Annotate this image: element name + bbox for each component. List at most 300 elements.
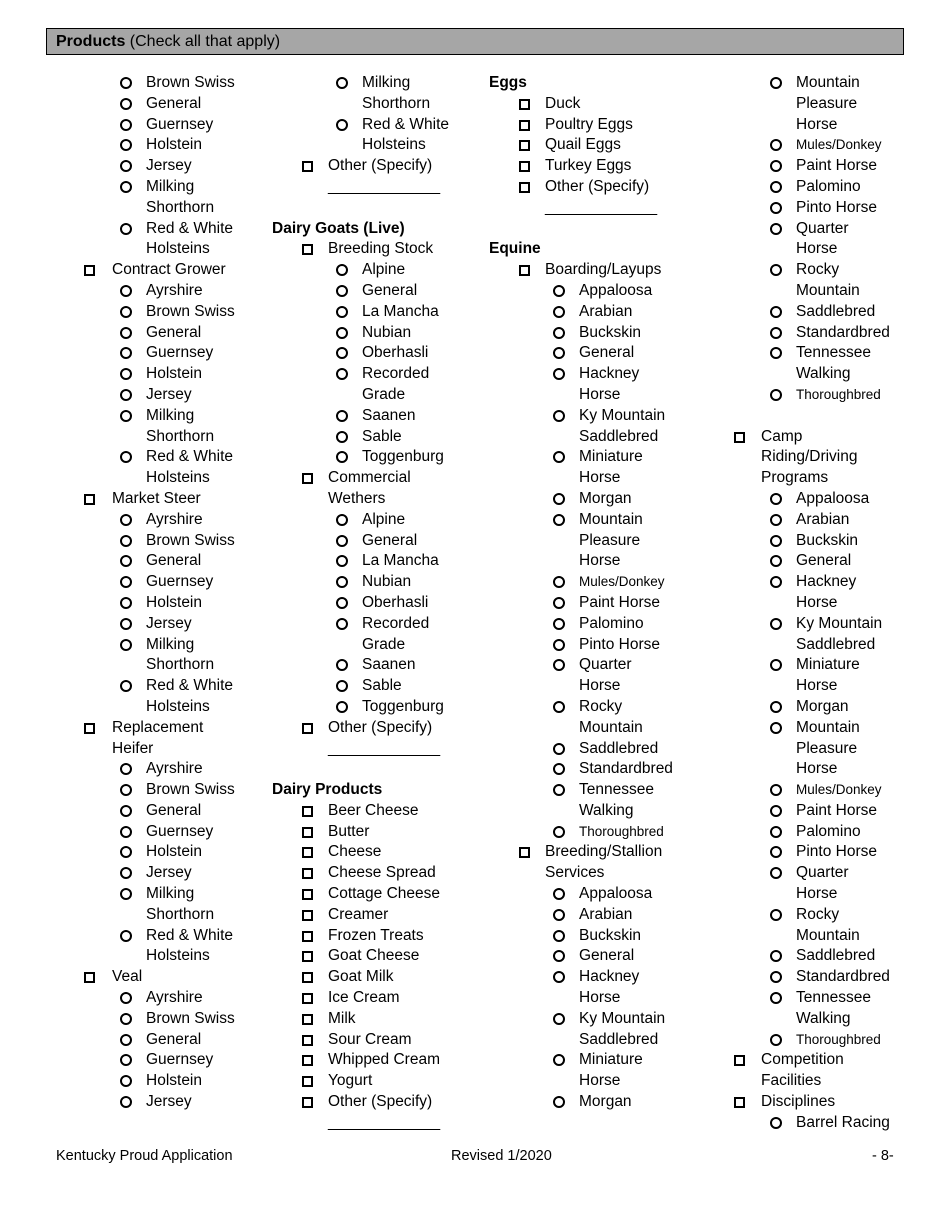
option-label: Ayrshire [146,760,203,778]
radio-circle-icon[interactable] [770,909,782,921]
radio-circle-icon[interactable] [336,680,348,692]
radio-circle-icon[interactable] [770,701,782,713]
checkbox-icon[interactable] [302,972,313,983]
checkbox-icon[interactable] [302,951,313,962]
radio-circle-icon[interactable] [120,867,132,879]
option-label: Thoroughbred [579,823,664,839]
radio-circle-icon[interactable] [336,597,348,609]
radio-circle-icon[interactable] [553,888,565,900]
radio-circle-icon[interactable] [120,784,132,796]
checkbox-icon[interactable] [302,161,313,172]
radio-circle-icon[interactable] [120,410,132,422]
option-label: General [579,344,635,362]
radio-circle-icon[interactable] [770,659,782,671]
option-label: Miniature [796,656,860,674]
option-label: Guernsey [146,822,214,840]
radio-circle-icon[interactable] [553,327,565,339]
radio-circle-icon[interactable] [120,77,132,89]
radio-circle-icon[interactable] [120,555,132,567]
column-4 [734,73,934,1134]
option-continuation [734,635,934,656]
checkbox-icon[interactable] [519,120,530,131]
checkbox-icon[interactable] [84,265,95,276]
radio-circle-icon[interactable] [120,639,132,651]
checkbox-option [272,718,482,739]
radio-option [734,385,934,406]
radio-option [734,780,934,801]
option-label: Ayrshire [146,989,203,1007]
radio-circle-icon[interactable] [770,784,782,796]
radio-circle-icon[interactable] [336,264,348,276]
radio-circle-icon[interactable] [553,1013,565,1025]
radio-circle-icon[interactable] [770,722,782,734]
checkbox-icon[interactable] [302,889,313,900]
checkbox-icon[interactable] [519,161,530,172]
radio-circle-icon[interactable] [770,160,782,172]
radio-circle-icon[interactable] [120,98,132,110]
radio-circle-icon[interactable] [120,618,132,630]
radio-circle-icon[interactable] [553,576,565,588]
radio-circle-icon[interactable] [336,306,348,318]
radio-option [489,593,719,614]
option-label: Jersey [146,157,192,175]
option-label: Paint Horse [579,593,660,611]
option-label: Jersey [146,614,192,632]
option-label: Holsteins [146,469,210,487]
radio-circle-icon[interactable] [336,347,348,359]
radio-circle-icon[interactable] [770,971,782,983]
radio-option [489,697,719,718]
option-label: Facilities [761,1072,822,1090]
radio-option [84,572,284,593]
radio-circle-icon[interactable] [120,826,132,838]
radio-option [734,801,934,822]
radio-circle-icon[interactable] [336,431,348,443]
radio-circle-icon[interactable] [120,368,132,380]
option-continuation [734,115,934,136]
checkbox-icon[interactable] [302,806,313,817]
option-label: Red & White [146,677,234,695]
radio-circle-icon[interactable] [120,451,132,463]
radio-circle-icon[interactable] [120,846,132,858]
option-label: Alpine [362,510,406,528]
radio-option [272,427,482,448]
radio-option [734,842,934,863]
radio-option [84,842,284,863]
option-label: Heifer [112,739,154,757]
radio-option [734,988,934,1009]
radio-circle-icon[interactable] [336,451,348,463]
option-label: Programs [761,469,829,487]
radio-option [272,364,482,385]
option-label: Beer Cheese [328,801,419,819]
category-heading: Eggs [489,74,527,91]
checkbox-option [734,1092,934,1113]
radio-option [489,572,719,593]
radio-option [734,967,934,988]
products-section-header [46,28,904,55]
radio-circle-icon[interactable] [770,535,782,547]
radio-circle-icon[interactable] [553,701,565,713]
checkbox-icon[interactable] [302,868,313,879]
option-label: Pinto Horse [796,843,877,861]
radio-circle-icon[interactable] [336,618,348,630]
radio-circle-icon[interactable] [120,1054,132,1066]
checkbox-icon[interactable] [519,140,530,151]
option-continuation [84,905,284,926]
checkbox-icon[interactable] [84,972,95,983]
checkbox-icon[interactable] [302,1076,313,1087]
radio-circle-icon[interactable] [553,1096,565,1108]
radio-option [84,926,284,947]
checkbox-icon[interactable] [302,1014,313,1025]
radio-circle-icon[interactable] [120,680,132,692]
radio-option [489,884,719,905]
radio-circle-icon[interactable] [120,514,132,526]
radio-circle-icon[interactable] [770,181,782,193]
radio-option [489,614,719,635]
radio-option [489,655,719,676]
radio-circle-icon[interactable] [553,347,565,359]
checkbox-icon[interactable] [302,473,313,484]
radio-circle-icon[interactable] [770,805,782,817]
option-label: Competition [761,1051,844,1069]
option-label: Brown Swiss [146,1009,235,1027]
option-label: Miniature [579,448,643,466]
option-continuation [734,94,934,115]
radio-circle-icon[interactable] [553,597,565,609]
radio-circle-icon[interactable] [120,576,132,588]
option-continuation [489,468,719,489]
option-label: Tennessee [579,781,654,799]
radio-circle-icon[interactable] [770,77,782,89]
option-label: Pinto Horse [796,198,877,216]
radio-option [734,655,934,676]
radio-circle-icon[interactable] [553,909,565,921]
checkbox-option [272,239,482,260]
option-label: Goat Milk [328,968,394,986]
radio-option [84,323,284,344]
option-label: Ayrshire [146,510,203,528]
radio-circle-icon[interactable] [770,202,782,214]
header-subtitle: (Check all that apply) [125,33,281,50]
radio-circle-icon[interactable] [336,285,348,297]
checkbox-icon[interactable] [734,432,745,443]
radio-option [489,281,719,302]
checkbox-option [734,1050,934,1071]
option-label: Pleasure [579,531,641,549]
option-label: Saanen [362,656,416,674]
checkbox-icon[interactable] [302,723,313,734]
option-label: Services [545,864,605,882]
radio-circle-icon[interactable] [336,119,348,131]
option-label: Saddlebred [579,1030,659,1048]
radio-circle-icon[interactable] [553,410,565,422]
radio-option [734,551,934,572]
radio-circle-icon[interactable] [120,805,132,817]
option-label: Mountain [579,718,643,736]
radio-option [734,822,934,843]
option-label: Mountain [796,718,860,736]
radio-option [489,364,719,385]
option-label: Yogurt [328,1072,373,1090]
radio-circle-icon[interactable] [553,784,565,796]
radio-circle-icon[interactable] [336,368,348,380]
radio-circle-icon[interactable] [120,389,132,401]
radio-circle-icon[interactable] [553,451,565,463]
column-2 [272,73,482,1134]
category-heading: Equine [489,240,541,258]
radio-circle-icon[interactable] [553,659,565,671]
option-label: Ky Mountain [579,1009,666,1027]
option-label: Saddlebred [579,427,659,445]
checkbox-icon[interactable] [519,265,530,276]
option-continuation [489,1030,719,1051]
option-label: Thoroughbred [796,386,881,402]
checkbox-option [272,156,482,177]
radio-option [272,697,482,718]
option-label: Boarding/Layups [545,261,662,279]
radio-circle-icon[interactable] [770,347,782,359]
radio-option [734,531,934,552]
radio-circle-icon[interactable] [120,888,132,900]
radio-circle-icon[interactable] [120,1013,132,1025]
option-label: Nubian [362,323,412,341]
radio-circle-icon[interactable] [553,950,565,962]
option-label: Cheese Spread [328,864,436,882]
checkbox-option [489,260,719,281]
option-label: Pleasure [796,739,858,757]
option-continuation [272,385,482,406]
radio-circle-icon[interactable] [770,1117,782,1129]
radio-circle-icon[interactable] [770,618,782,630]
checkbox-option [84,718,284,739]
option-continuation [84,427,284,448]
radio-circle-icon[interactable] [336,535,348,547]
radio-circle-icon[interactable] [120,223,132,235]
radio-option [489,822,719,843]
option-continuation [84,946,284,967]
radio-option [84,73,284,94]
radio-option [489,1050,719,1071]
option-label: Appaloosa [579,281,653,299]
column-3 [489,73,719,1113]
checkbox-icon[interactable] [84,494,95,505]
radio-circle-icon[interactable] [120,160,132,172]
checkbox-option [734,427,934,448]
checkbox-icon[interactable] [302,931,313,942]
radio-circle-icon[interactable] [553,285,565,297]
option-label: Quarter [796,864,849,882]
checkbox-icon[interactable] [302,1097,313,1108]
spacer [734,406,934,427]
radio-circle-icon[interactable] [553,639,565,651]
radio-option [734,489,934,510]
radio-circle-icon[interactable] [336,576,348,588]
radio-circle-icon[interactable] [120,597,132,609]
radio-circle-icon[interactable] [336,77,348,89]
radio-option [84,759,284,780]
checkbox-option [84,967,284,988]
radio-circle-icon[interactable] [770,950,782,962]
option-label: Toggenburg [362,448,444,466]
option-label: Recorded [362,614,430,632]
radio-circle-icon[interactable] [120,119,132,131]
radio-option [272,281,482,302]
radio-circle-icon[interactable] [770,139,782,151]
radio-circle-icon[interactable] [553,368,565,380]
checkbox-icon[interactable] [734,1097,745,1108]
option-label: Arabian [579,302,633,320]
column-1 [84,73,284,1113]
radio-circle-icon[interactable] [120,992,132,1004]
radio-circle-icon[interactable] [553,306,565,318]
radio-circle-icon[interactable] [770,514,782,526]
radio-circle-icon[interactable] [553,493,565,505]
radio-circle-icon[interactable] [553,971,565,983]
option-label: Breeding/Stallion [545,843,663,861]
checkbox-icon[interactable] [302,827,313,838]
radio-circle-icon[interactable] [120,1034,132,1046]
radio-circle-icon[interactable] [553,763,565,775]
checkbox-option [489,94,719,115]
option-label: Rocky [796,261,840,279]
checkbox-option [272,967,482,988]
radio-circle-icon[interactable] [120,763,132,775]
option-label: Sable [362,677,402,695]
radio-circle-icon[interactable] [120,1096,132,1108]
checkbox-icon[interactable] [302,1035,313,1046]
radio-circle-icon[interactable] [120,139,132,151]
radio-circle-icon[interactable] [553,618,565,630]
radio-circle-icon[interactable] [336,659,348,671]
radio-circle-icon[interactable] [120,306,132,318]
radio-circle-icon[interactable] [336,327,348,339]
radio-circle-icon[interactable] [770,846,782,858]
option-label: Milking [146,406,195,424]
radio-circle-icon[interactable] [336,701,348,713]
checkbox-icon[interactable] [302,910,313,921]
radio-circle-icon[interactable] [770,223,782,235]
option-label: Mountain [796,926,860,944]
checkbox-icon[interactable] [302,847,313,858]
checkbox-icon[interactable] [519,99,530,110]
radio-circle-icon[interactable] [120,181,132,193]
checkbox-icon[interactable] [519,847,530,858]
checkbox-icon[interactable] [302,244,313,255]
radio-circle-icon[interactable] [120,535,132,547]
checkbox-icon[interactable] [302,993,313,1004]
option-label: Recorded [362,365,430,383]
radio-circle-icon[interactable] [553,1054,565,1066]
radio-circle-icon[interactable] [553,930,565,942]
radio-circle-icon[interactable] [770,867,782,879]
option-label: Brown Swiss [146,781,235,799]
option-continuation [489,1071,719,1092]
radio-option [84,988,284,1009]
radio-circle-icon[interactable] [336,555,348,567]
radio-option [84,531,284,552]
option-continuation [734,1071,934,1092]
radio-option [734,1030,934,1051]
radio-circle-icon[interactable] [120,327,132,339]
checkbox-icon[interactable] [84,723,95,734]
radio-circle-icon[interactable] [770,264,782,276]
option-label: Duck [545,94,581,112]
radio-option [272,531,482,552]
checkbox-option [272,842,482,863]
option-label: Shorthorn [362,94,431,112]
radio-circle-icon[interactable] [770,493,782,505]
option-label: Nubian [362,573,412,591]
radio-option [84,1092,284,1113]
radio-circle-icon[interactable] [120,285,132,297]
option-label: Saddlebred [579,739,659,757]
radio-option [489,510,719,531]
option-label: Appaloosa [579,885,653,903]
option-continuation [734,1009,934,1030]
radio-circle-icon[interactable] [336,410,348,422]
radio-circle-icon[interactable] [770,327,782,339]
radio-option [84,406,284,427]
checkbox-icon[interactable] [519,182,530,193]
radio-circle-icon[interactable] [770,555,782,567]
radio-option [734,905,934,926]
radio-option [734,343,934,364]
radio-circle-icon[interactable] [770,576,782,588]
checkbox-icon[interactable] [734,1055,745,1066]
option-label: Guernsey [146,115,214,133]
radio-circle-icon[interactable] [120,930,132,942]
radio-option [84,281,284,302]
option-continuation [489,531,719,552]
option-label: General [362,531,418,549]
radio-option [489,1009,719,1030]
radio-circle-icon[interactable] [553,514,565,526]
option-label: Jersey [146,1093,192,1111]
option-label: Paint Horse [796,801,877,819]
radio-option [272,572,482,593]
option-label: Other (Specify) [328,1093,433,1111]
radio-circle-icon[interactable] [120,1075,132,1087]
checkbox-option [272,822,482,843]
option-label: Jersey [146,385,192,403]
radio-option [734,177,934,198]
radio-circle-icon[interactable] [553,743,565,755]
radio-circle-icon[interactable] [770,389,782,401]
option-label: Holsteins [146,947,210,965]
radio-circle-icon[interactable] [770,992,782,1004]
radio-circle-icon[interactable] [553,826,565,838]
radio-circle-icon[interactable] [336,514,348,526]
option-label: General [146,94,202,112]
option-label: Horse [579,1072,621,1090]
checkbox-icon[interactable] [302,1055,313,1066]
option-label: Standardbred [796,968,890,986]
option-label: Turkey Eggs [545,157,632,175]
option-label: Buckskin [579,323,642,341]
radio-circle-icon[interactable] [770,826,782,838]
radio-option [489,406,719,427]
option-continuation [734,739,934,760]
radio-circle-icon[interactable] [770,306,782,318]
option-label: Horse [579,989,621,1007]
radio-circle-icon[interactable] [770,1034,782,1046]
radio-circle-icon[interactable] [120,347,132,359]
option-label: Horse [579,552,621,570]
option-label: Tennessee [796,989,871,1007]
footer-center: Revised 1/2020 [451,1148,552,1164]
